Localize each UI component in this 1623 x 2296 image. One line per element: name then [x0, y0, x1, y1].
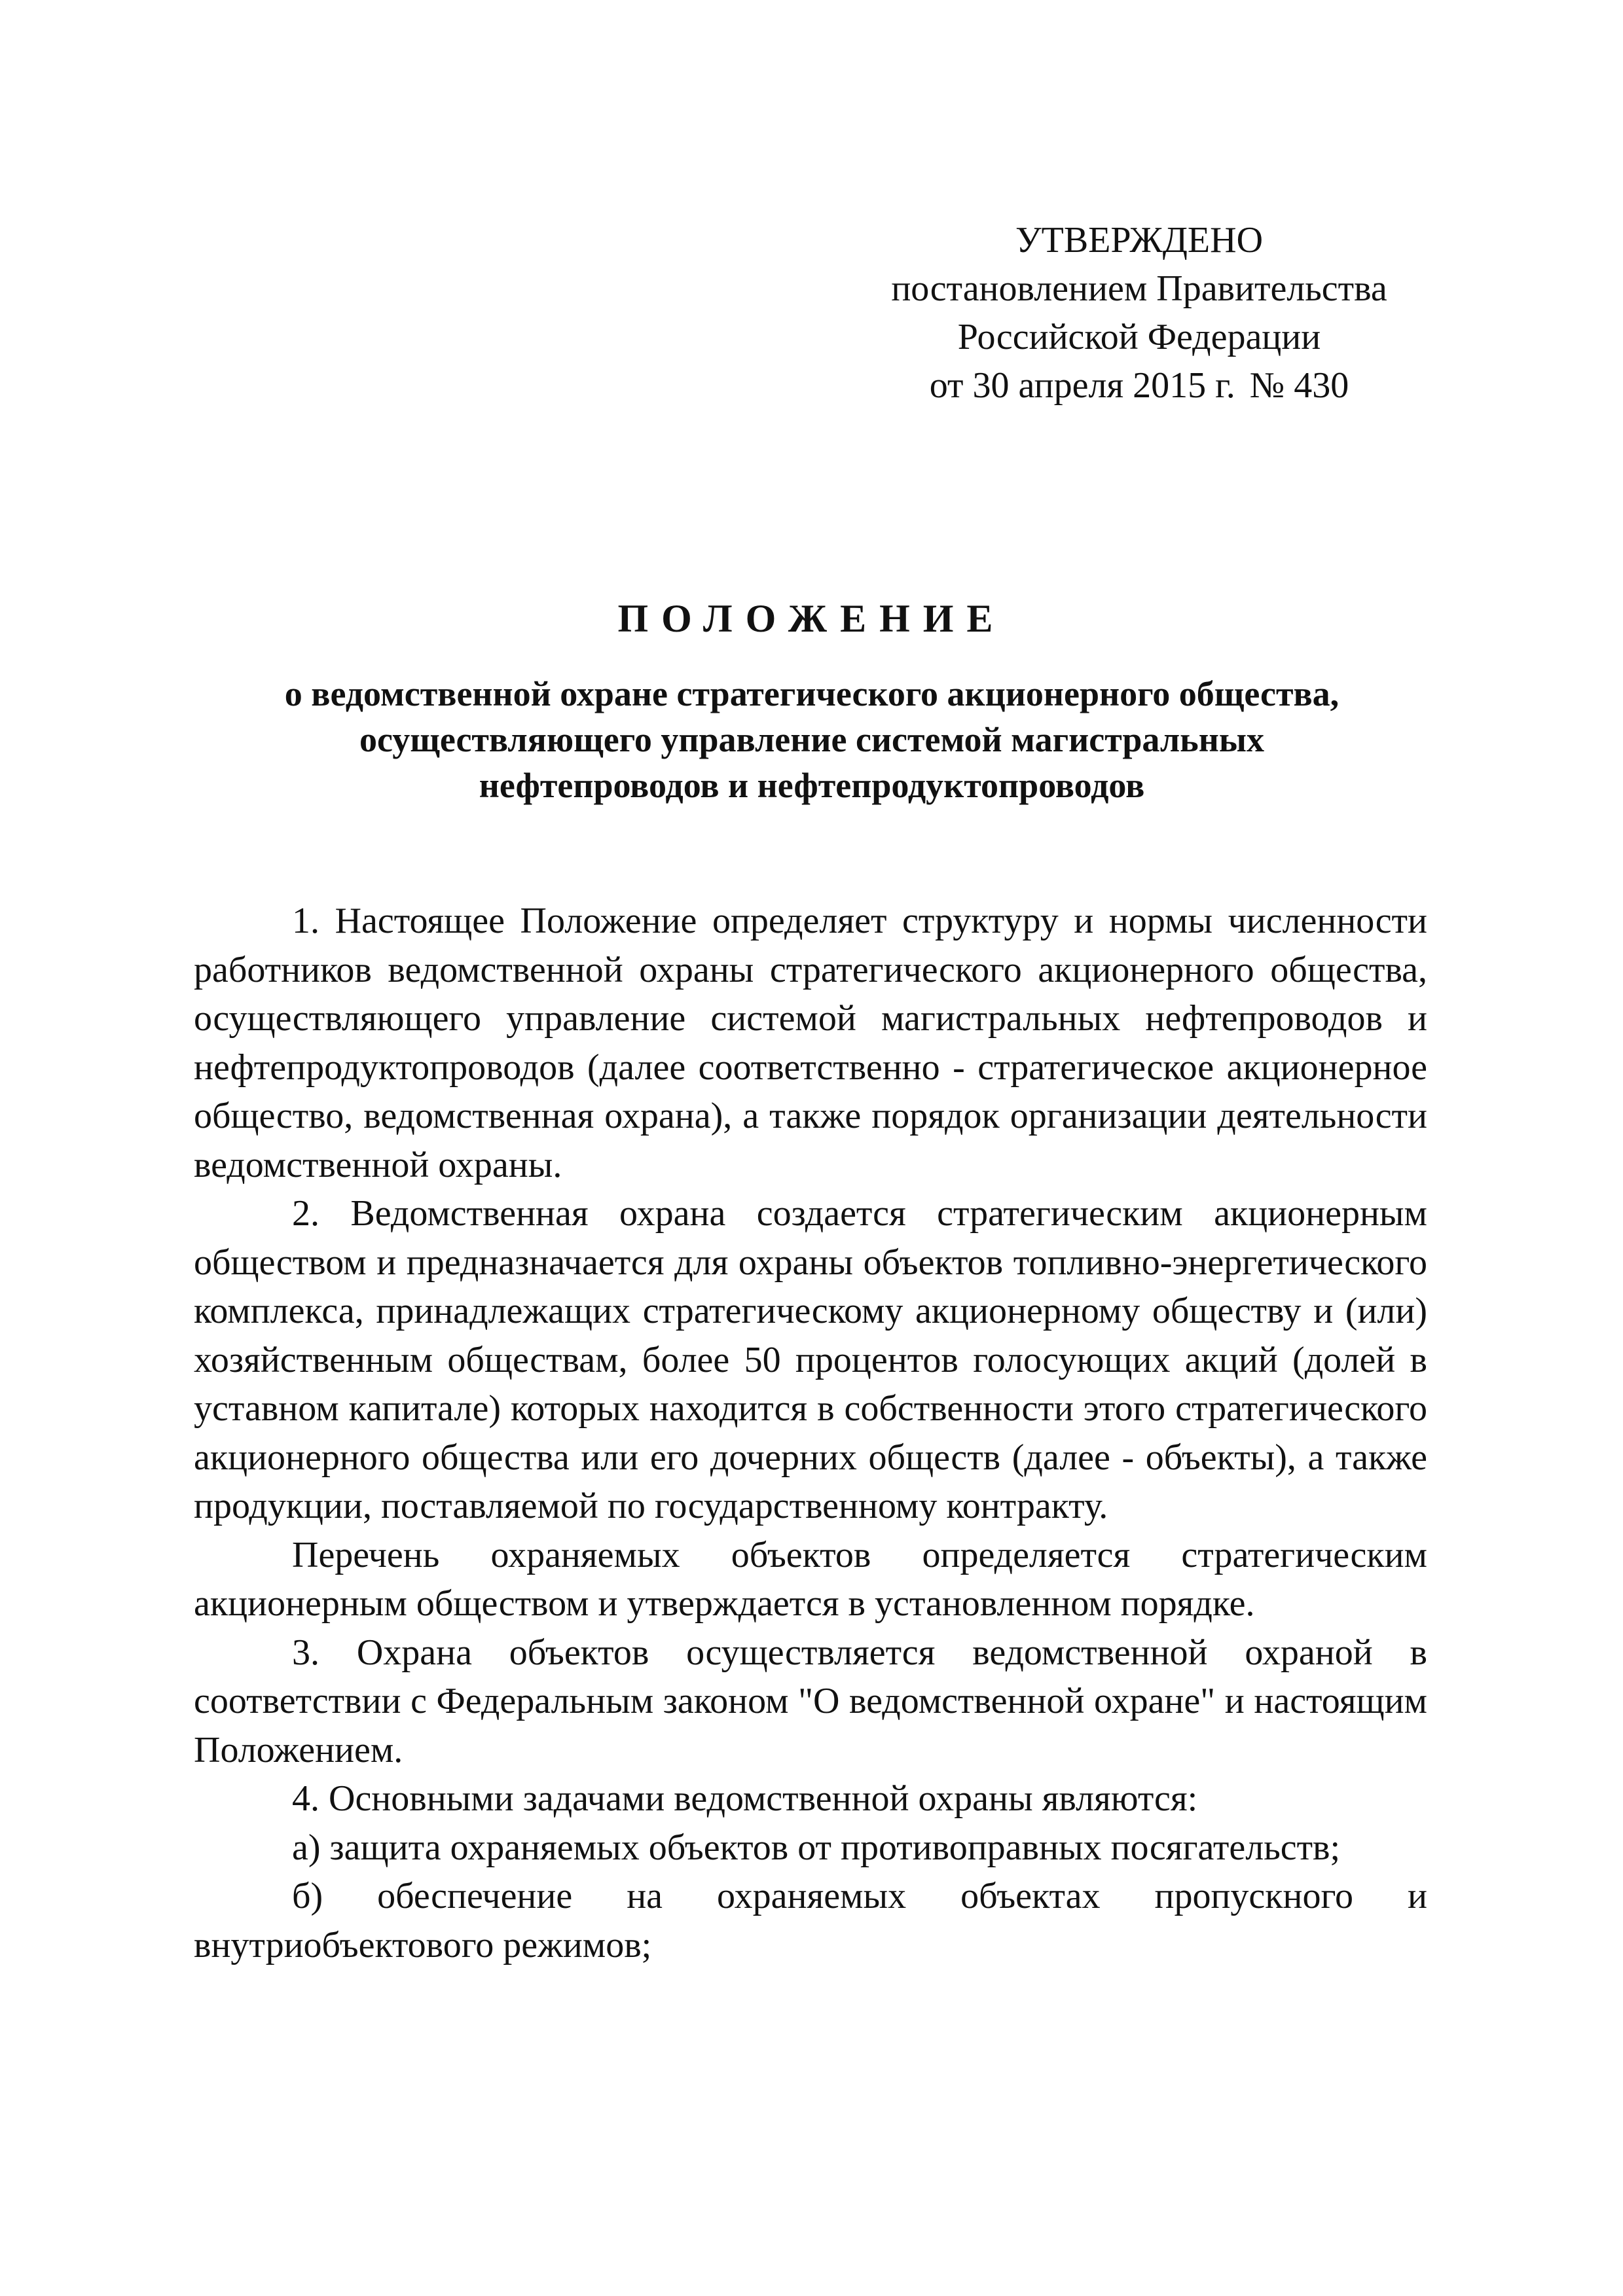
approval-resolution: постановлением Правительства	[891, 268, 1387, 309]
approval-stamp	[845, 216, 1434, 410]
paragraph-3: 3. Охрана объектов осуществляется ведомственной охраной в соответствии с Федеральным законом "О ведомственной охране" и настоящим Положением.	[194, 1632, 1427, 1770]
approval-number: № 430	[1249, 365, 1349, 406]
subtitle-line-2: осуществляющего управление системой магистральных	[359, 720, 1265, 759]
approval-title: УТВЕРЖДЕНО	[1015, 220, 1264, 260]
subtitle-line-3: нефтепроводов и нефтепродуктопроводов	[479, 766, 1145, 805]
paragraph-4b: б) обеспечение на охраняемых объектах пропускного и внутриобъектового режимов;	[194, 1876, 1427, 1965]
subtitle-line-1: о ведомственной охране стратегического акционерного общества,	[284, 674, 1340, 713]
paragraph-4a: а) защита охраняемых объектов от противоправных посягательств;	[292, 1827, 1341, 1868]
paragraph-1: 1. Настоящее Положение определяет структуру и нормы численности работников ведомственной охраны стратегического акционерного общества, осуществляющего управление системой магистральных нефтепроводов и нефтепродуктопроводов (далее соответственно - стратегическое акционерное общество, ведомственная охрана), а также порядок организации деятельности ведомственной охраны.	[194, 901, 1427, 1185]
document-body	[194, 897, 1427, 1969]
paragraph-2: 2. Ведомственная охрана создается стратегическим акционерным обществом и предназначается для охраны объектов топливно-энергетического комплекса, принадлежащих стратегическому акционерному обществу и (или) хозяйственным обществам, более 50 процентов голосующих акций (долей в уставном капитале) которых находится в собственности этого стратегического акционерного общества или его дочерних обществ (далее - объекты), а также продукции, поставляемой по государственному контракту.	[194, 1193, 1427, 1526]
approval-date: от 30 апреля 2015 г.	[929, 365, 1235, 406]
paragraph-list-of-objects: Перечень охраняемых объектов определяется стратегическим акционерным обществом и утверждается в установленном порядке.	[194, 1534, 1427, 1624]
paragraph-4: 4. Основными задачами ведомственной охраны являются:	[292, 1778, 1198, 1819]
approval-date-line	[845, 361, 1434, 410]
approval-country: Российской Федерации	[957, 317, 1321, 357]
title-heading: ПОЛОЖЕНИЕ	[617, 597, 1006, 640]
document-title	[196, 592, 1427, 808]
